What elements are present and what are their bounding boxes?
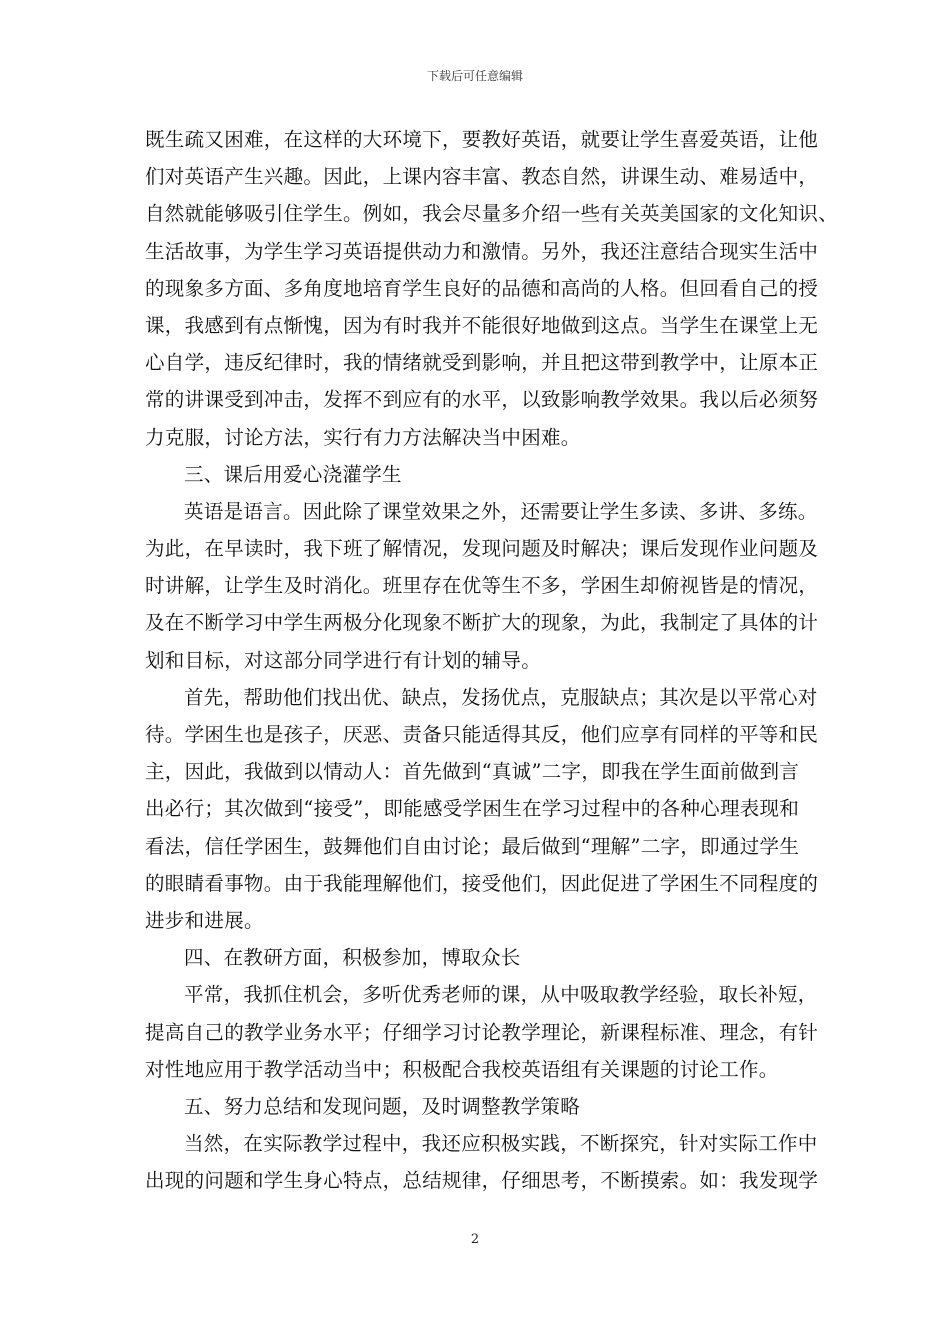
text-line: 待。学困生也是孩子，厌恶、责备只能适得其反，他们应享有同样的平等和民 [145,723,819,746]
text-line: 时讲解，让学生及时消化。班里存在优等生不多，学困生却俯视皆是的情况， [145,574,819,598]
text-line: 英语是语言。因此除了课堂效果之外，还需要让学生多读、多讲、多练。 [184,499,818,523]
text-line: 首先，帮助他们找出优、缺点，发扬优点，克服缺点；其次是以平常心对 [184,685,818,709]
text-line: 课，我感到有点惭愧，因为有时我并不能很好地做到这点。当学生在课堂上无 [145,313,819,337]
text-line: 对性地应用于教学活动当中；积极配合我校英语组有关课题的讨论工作。 [145,1057,779,1081]
text-line: 既生疏又困难，在这样的大环境下，要教好英语，就要让学生喜爱英语，让他 [145,128,819,151]
text-line: 们对英语产生兴趣。因此，上课内容丰富、教态自然，讲课生动、难易适中， [145,165,819,189]
text-line: 当然，在实际教学过程中，我还应积极实践，不断探究，针对实际工作中 [184,1132,818,1156]
page-number: 2 [470,1232,480,1247]
text-line: 看法，信任学困生，鼓舞他们自由讨论；最后做到“理解”二字，即通过学生 [145,834,800,858]
text-line: 划和目标，对这部分同学进行有计划的辅导。 [145,648,542,672]
text-line: 出必行；其次做到“接受”，即能感受学困生在学习过程中的各种心理表现和 [145,797,800,821]
text-line: 平常，我抓住机会，多听优秀老师的课，从中吸取教学经验，取长补短， [184,983,818,1007]
text-line: 生活故事，为学生学习英语提供动力和激情。另外，我还注意结合现实生活中 [145,239,819,263]
text-line: 三、课后用爱心浇灌学生 [184,462,402,486]
page-header: 下载后可任意编辑 [426,69,523,83]
text-line: 主，因此，我做到以情动人：首先做到“真诚”二字，即我在学生面前做到言 [145,760,800,784]
text-line: 自然就能够吸引住学生。例如，我会尽量多介绍一些有关英美国家的文化知识、 [145,202,839,226]
text-line: 的眼睛看事物。由于我能理解他们，接受他们，因此促进了学困生不同程度的 [145,871,819,895]
text-line: 出现的问题和学生身心特点，总结规律，仔细思考，不断摸索。如：我发现学 [145,1169,819,1193]
text-line: 的现象多方面、多角度地培育学生良好的品德和高尚的人格。但回看自己的授 [145,276,819,300]
text-line: 五、努力总结和发现问题，及时调整教学策略 [184,1094,581,1118]
text-line: 为此，在早读时，我下班了解情况，发现问题及时解决；课后发现作业问题及 [145,537,819,561]
text-line: 心自学，违反纪律时，我的情绪就受到影响，并且把这带到教学中，让原本正 [145,351,819,375]
document-body [145,121,839,1199]
text-line: 常的讲课受到冲击，发挥不到应有的水平，以致影响教学效果。我以后必须努 [145,388,819,412]
text-line: 四、在教研方面，积极参加，博取众长 [184,946,521,970]
text-line: 进步和进展。 [145,908,264,932]
text-line: 提高自己的教学业务水平；仔细学习讨论教学理论，新课程标准、理念，有针 [145,1020,819,1044]
text-line: 力克服，讨论方法，实行有力方法解决当中困难。 [145,425,581,449]
text-line: 及在不断学习中学生两极分化现象不断扩大的现象，为此，我制定了具体的计 [145,611,819,635]
